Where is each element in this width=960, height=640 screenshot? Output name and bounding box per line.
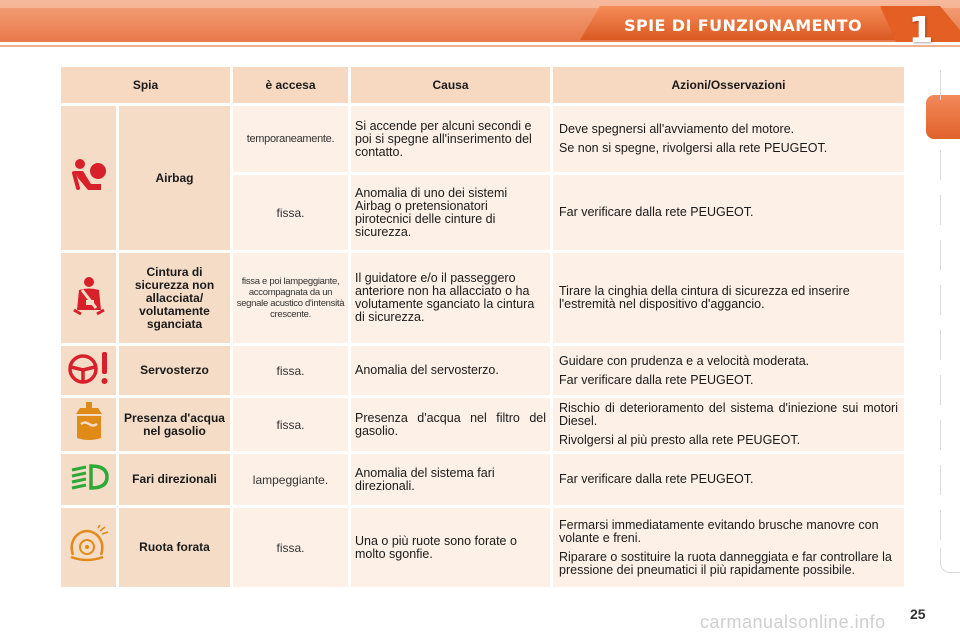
cause-text: Anomalia del sistema fari direzionali.	[350, 453, 552, 507]
actions-cell	[552, 105, 906, 174]
chapter-tab	[940, 70, 960, 100]
actions-cell	[552, 507, 906, 589]
icon-cell	[60, 397, 118, 453]
column-header-spia: Spia	[60, 66, 232, 105]
chapter-tab	[940, 465, 960, 495]
table-row	[60, 345, 906, 397]
table-row	[60, 105, 906, 174]
warning-lights-table	[58, 64, 907, 590]
action-text: Rischio di deterioramento del sistema d'iniezione sui motori Diesel.	[559, 401, 898, 428]
warning-name: Presenza d'acqua nel gasolio	[118, 397, 232, 453]
flat-tyre-icon	[67, 525, 111, 565]
warning-name: Airbag	[118, 105, 232, 252]
chapter-number: 1	[908, 10, 934, 51]
column-header-causa: Causa	[350, 66, 552, 105]
cause-text: Anomalia di uno dei sistemi Airbag o pretensionatori pirotecnici delle cinture di sicurezza.	[350, 174, 552, 252]
lit-state: fissa.	[232, 174, 350, 252]
lit-state: temporaneamente.	[232, 105, 350, 174]
airbag-icon	[69, 156, 109, 196]
table-row	[60, 507, 906, 589]
icon-cell	[60, 507, 118, 589]
power-steering-icon	[67, 350, 111, 386]
chapter-tab	[940, 375, 960, 405]
actions-cell	[552, 397, 906, 453]
page-number: 25	[910, 606, 926, 622]
action-text: Far verificare dalla rete PEUGEOT.	[559, 205, 754, 219]
action-text: Tirare la cinghia della cintura di sicurezza ed inserire l'estremità nel dispositivo d'aggancio.	[559, 284, 850, 311]
chapter-tab	[940, 150, 960, 180]
seatbelt-icon	[71, 276, 107, 316]
chapter-tab	[940, 285, 960, 315]
action-text: Rivolgersi al più presto alla rete PEUGEOT.	[559, 433, 801, 447]
chapter-tab	[940, 195, 960, 225]
lit-state: fissa.	[232, 507, 350, 589]
actions-cell	[552, 252, 906, 345]
actions-cell	[552, 174, 906, 252]
watermark: carmanualsonline.info	[700, 612, 886, 632]
cause-text: Il guidatore e/o il passeggero anteriore non ha allacciato o ha volutamente sganciato la cintura di sicurezza.	[350, 252, 552, 345]
warning-name: Ruota forata	[118, 507, 232, 589]
cause-text: Anomalia del servosterzo.	[350, 345, 552, 397]
warning-name: Servosterzo	[118, 345, 232, 397]
section-title: SPIE DI FUNZIONAMENTO	[624, 16, 862, 35]
lit-state: fissa e poi lampeggiante, accompagnata da un segnale acustico d'intensità crescente.	[232, 252, 350, 345]
action-text: Fermarsi immediatamente evitando brusche manovre con volante e freni.	[559, 517, 879, 545]
action-text: Far verificare dalla rete PEUGEOT.	[559, 372, 754, 387]
table-row	[60, 252, 906, 345]
icon-cell	[60, 345, 118, 397]
table-row	[60, 397, 906, 453]
chapter-tab-active	[926, 95, 960, 139]
icon-cell	[60, 105, 118, 252]
action-text: Far verificare dalla rete PEUGEOT.	[559, 472, 754, 486]
column-header-azioni: Azioni/Osservazioni	[552, 66, 906, 105]
chapter-tab	[940, 330, 960, 360]
action-text: Se non si spegne, rivolgersi alla rete PEUGEOT.	[559, 141, 828, 155]
water-in-diesel-icon	[72, 402, 106, 442]
chapter-tab	[940, 240, 960, 270]
action-text: Riparare o sostituire la ruota danneggiata e far controllare la pressione dei pneumatici il più rapidamente possibile.	[559, 549, 892, 577]
warning-name: Cintura di sicurezza non allacciata/ volutamente sganciata	[118, 252, 232, 345]
icon-cell	[60, 252, 118, 345]
cause-text: Si accende per alcuni secondi e poi si spegne all'inserimento del contatto.	[350, 105, 552, 174]
chapter-tab	[940, 510, 960, 540]
actions-cell	[552, 453, 906, 507]
lit-state: fissa.	[232, 397, 350, 453]
icon-cell	[60, 453, 118, 507]
lit-state: lampeggiante.	[232, 453, 350, 507]
table-header-row	[60, 66, 906, 105]
column-header-accesa: è accesa	[232, 66, 350, 105]
headlights-icon	[69, 462, 109, 492]
table-row	[60, 453, 906, 507]
action-text: Guidare con prudenza e a velocità moderata.	[559, 353, 810, 368]
chapter-tab	[940, 420, 960, 450]
actions-cell	[552, 345, 906, 397]
lit-state: fissa.	[232, 345, 350, 397]
chapter-tab	[940, 548, 960, 573]
warning-name: Fari direzionali	[118, 453, 232, 507]
cause-text: Presenza d'acqua nel filtro del gasolio.	[350, 397, 552, 453]
cause-text: Una o più ruote sono forate o molto sgonfie.	[350, 507, 552, 589]
action-text: Deve spegnersi all'avviamento del motore.	[559, 122, 795, 136]
